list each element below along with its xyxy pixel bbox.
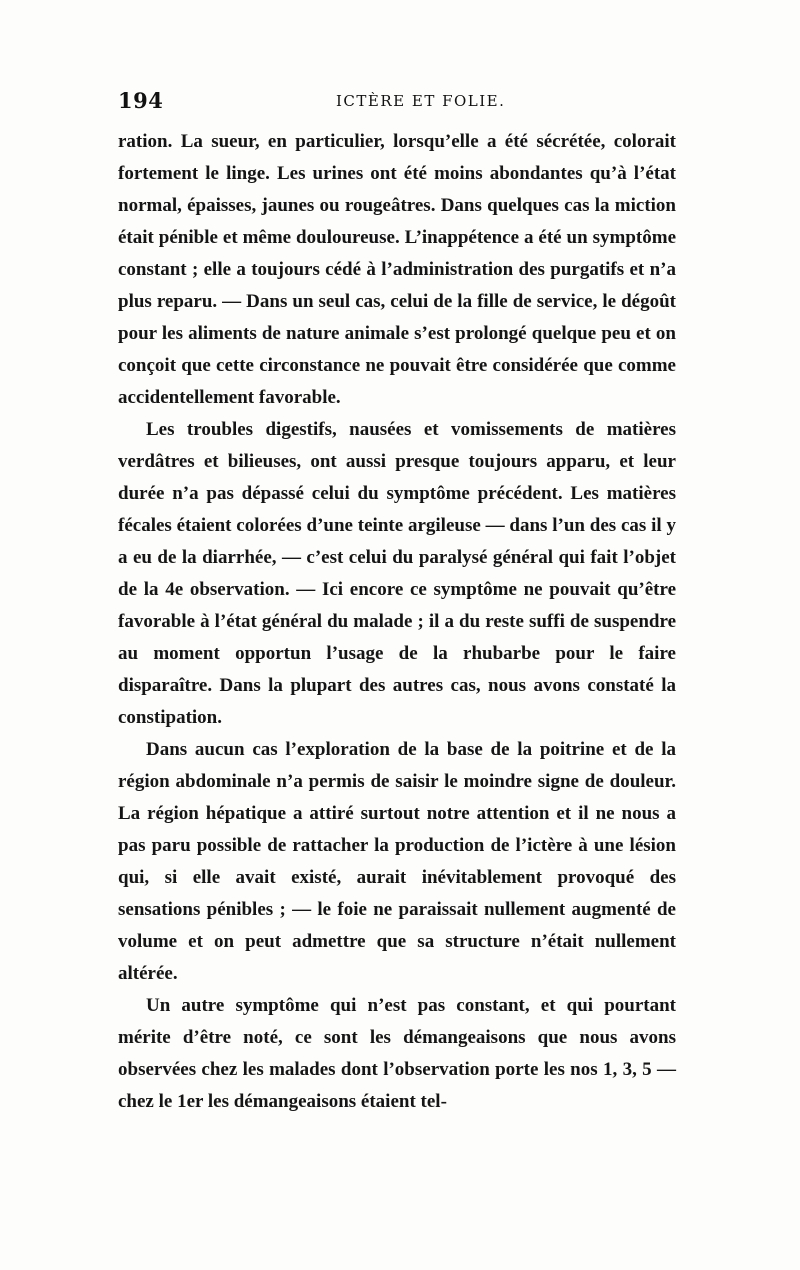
paragraph-2: Les troubles digestifs, nausées et vomissements de matières verdâtres et bilieuses, ont aussi presque toujours apparu, et leur durée n’a pas dépassé celui du symptôme précédent. Les matières fécales étaient colorées d’une teinte argileuse — dans l’un des cas il y a eu de la diarrhée, — c’est celui du paralysé général qui fait l’objet de la 4e observation. — Ici encore ce symptôme ne pouvait qu’être favorable à l’état général du malade ; il a du reste suffi de suspendre au moment opportun l’usage de la rhubarbe pour le faire disparaître. Dans la plupart des autres cas, nous avons constaté la constipation. <box>118 419 676 728</box>
page-number: 194 <box>118 88 164 113</box>
paragraph-4: Un autre symptôme qui n’est pas constant, et qui pourtant mérite d’être noté, ce sont les démangeaisons que nous avons observées chez les malades dont l’observation porte les nos 1, 3, 5 — chez le 1er les démangeaisons étaient tel- <box>118 995 676 1112</box>
page-header <box>118 88 676 114</box>
body-text <box>118 126 676 1118</box>
paragraph-3: Dans aucun cas l’exploration de la base de la poitrine et de la région abdominale n’a permis de saisir le moindre signe de douleur. La région hépatique a attiré surtout notre attention et il ne nous a pas paru possible de rattacher la production de l’ictère à une lésion qui, si elle avait existé, aurait inévitablement provoqué des sensations pénibles ; — le foie ne paraissait nullement augmenté de volume et on peut admettre que sa structure n’était nullement altérée. <box>118 739 676 984</box>
running-title: ICTÈRE ET FOLIE. <box>336 92 506 110</box>
paragraph-1: ration. La sueur, en particulier, lorsqu’elle a été sécrétée, colorait fortement le linge. Les urines ont été moins abondantes qu’à l’état normal, épaisses, jaunes ou rougeâtres. Dans quelques cas la miction était pénible et même douloureuse. L’inappétence a été un symptôme constant ; elle a toujours cédé à l’administration des purgatifs et n’a plus reparu. — Dans un seul cas, celui de la fille de service, le dégoût pour les aliments de nature animale s’est prolongé quelque peu et on conçoit que cette circonstance ne pouvait être considérée que comme accidentellement favorable. <box>118 131 676 408</box>
